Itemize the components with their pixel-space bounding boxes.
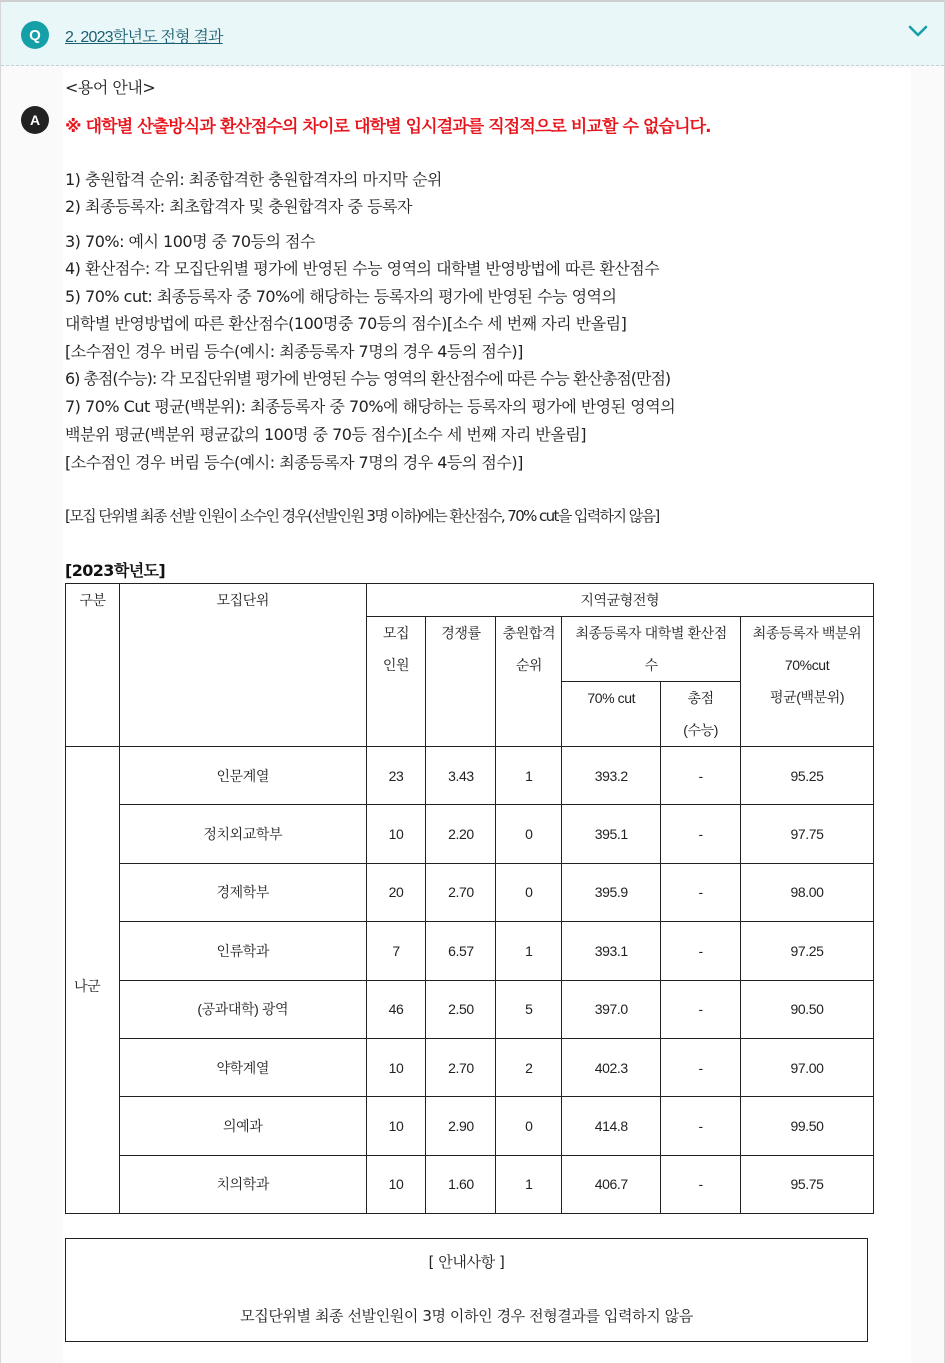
cut70-cell: 395.1 bbox=[562, 805, 661, 863]
definition-5: 5) 70% cut: 최종등록자 중 70%에 해당하는 등록자의 평가에 반영된 수능 영역의 bbox=[65, 287, 617, 306]
cut70-cell: 393.1 bbox=[562, 922, 661, 980]
table-row bbox=[66, 1038, 874, 1096]
total-cell: - bbox=[661, 1097, 741, 1155]
competition-cell: 2.90 bbox=[426, 1097, 496, 1155]
waitlist-cell: 0 bbox=[496, 805, 562, 863]
definition-2: 2) 최종등록자: 최초합격자 및 충원합격자 중 등록자 bbox=[65, 197, 412, 216]
table-row bbox=[66, 747, 874, 805]
percentile-cell: 95.25 bbox=[741, 747, 874, 805]
competition-cell: 2.50 bbox=[426, 980, 496, 1038]
definition-7: 7) 70% Cut 평균(백분위): 최종등록자 중 70%에 해당하는 등록자의 평가에 반영된 영역의 bbox=[65, 397, 676, 416]
header-quota: 모집 인원 bbox=[366, 617, 426, 747]
table-row bbox=[66, 1097, 874, 1155]
table-row bbox=[66, 1155, 874, 1213]
definition-3: 3) 70%: 예시 100명 중 70등의 점수 bbox=[65, 232, 315, 251]
unit-cell: 인류학과 bbox=[119, 922, 366, 980]
total-cell: - bbox=[661, 1155, 741, 1213]
competition-cell: 2.20 bbox=[426, 805, 496, 863]
header-converted-score: 최종등록자 대학별 환산점 수 bbox=[562, 617, 741, 682]
header-competition: 경쟁률 bbox=[426, 617, 496, 747]
quota-cell: 10 bbox=[366, 805, 426, 863]
percentile-cell: 90.50 bbox=[741, 980, 874, 1038]
unit-cell: 인문계열 bbox=[119, 747, 366, 805]
chevron-down-icon[interactable] bbox=[908, 24, 928, 38]
header-waitlist: 충원합격 순위 bbox=[496, 617, 562, 747]
quota-cell: 20 bbox=[366, 863, 426, 921]
cut70-cell: 397.0 bbox=[562, 980, 661, 1038]
table-row bbox=[66, 805, 874, 863]
waitlist-cell: 0 bbox=[496, 863, 562, 921]
waitlist-cell: 2 bbox=[496, 1038, 562, 1096]
percentile-cell: 95.75 bbox=[741, 1155, 874, 1213]
percentile-cell: 97.00 bbox=[741, 1038, 874, 1096]
notice-box bbox=[65, 1238, 868, 1342]
percentile-cell: 98.00 bbox=[741, 863, 874, 921]
total-cell: - bbox=[661, 1038, 741, 1096]
unit-cell: 약학계열 bbox=[119, 1038, 366, 1096]
competition-cell: 6.57 bbox=[426, 922, 496, 980]
total-cell: - bbox=[661, 747, 741, 805]
header-unit: 모집단위 bbox=[119, 584, 366, 747]
group-cell: 나군 bbox=[66, 747, 120, 1214]
unit-cell: (공과대학) 광역 bbox=[119, 980, 366, 1038]
waitlist-cell: 5 bbox=[496, 980, 562, 1038]
definition-1: 1) 충원합격 순위: 최종합격한 충원합격자의 마지막 순위 bbox=[65, 170, 442, 189]
definition-6: 6) 총점(수능): 각 모집단위별 평가에 반영된 수능 영역의 환산점수에 따른 수능 환산총점(만점) bbox=[65, 369, 671, 388]
quota-cell: 10 bbox=[366, 1038, 426, 1096]
table-row bbox=[66, 863, 874, 921]
total-cell: - bbox=[661, 980, 741, 1038]
header-cut70: 70% cut bbox=[562, 682, 661, 747]
faq-question-row[interactable] bbox=[1, 2, 944, 66]
answer-badge: A bbox=[21, 106, 49, 134]
cut70-cell: 393.2 bbox=[562, 747, 661, 805]
cut70-cell: 402.3 bbox=[562, 1038, 661, 1096]
notice-body: 모집단위별 최종 선발인원이 3명 이하인 경우 전형결과를 입력하지 않음 bbox=[240, 1307, 693, 1325]
results-table bbox=[65, 583, 874, 1214]
question-title-link[interactable]: 2. 2023학년도 전형 결과 bbox=[65, 29, 223, 46]
quota-cell: 10 bbox=[366, 1155, 426, 1213]
definition-5-note: [소수점인 경우 버림 등수(예시: 최종등록자 7명의 경우 4등의 점수)] bbox=[65, 342, 523, 361]
unit-cell: 의예과 bbox=[119, 1097, 366, 1155]
total-cell: - bbox=[661, 863, 741, 921]
warning-notice: ※ 대학별 산출방식과 환산점수의 차이로 대학별 입시결과를 직접적으로 비교할 수 없습니다. bbox=[65, 117, 711, 137]
total-cell: - bbox=[661, 805, 741, 863]
notice-title: [ 안내사항 ] bbox=[428, 1253, 505, 1271]
definition-7-cont: 백분위 평균(백분위 평균값의 100명 중 70등 점수)[소수 세 번째 자리 반올림] bbox=[65, 425, 587, 444]
competition-cell: 2.70 bbox=[426, 1038, 496, 1096]
table-row bbox=[66, 922, 874, 980]
table-row bbox=[66, 980, 874, 1038]
cut70-cell: 406.7 bbox=[562, 1155, 661, 1213]
header-total: 총점 (수능) bbox=[661, 682, 741, 747]
header-percentile: 최종등록자 백분위 70%cut 평균(백분위) bbox=[741, 617, 874, 747]
waitlist-cell: 1 bbox=[496, 1155, 562, 1213]
unit-cell: 치의학과 bbox=[119, 1155, 366, 1213]
waitlist-cell: 1 bbox=[496, 922, 562, 980]
unit-cell: 경제학부 bbox=[119, 863, 366, 921]
waitlist-cell: 1 bbox=[496, 747, 562, 805]
total-cell: - bbox=[661, 922, 741, 980]
cut70-cell: 414.8 bbox=[562, 1097, 661, 1155]
question-badge: Q bbox=[21, 21, 49, 49]
header-track: 지역균형전형 bbox=[366, 584, 873, 617]
terms-heading: <용어 안내> bbox=[65, 78, 156, 97]
year-heading: [2023학년도] bbox=[65, 561, 166, 580]
competition-cell: 3.43 bbox=[426, 747, 496, 805]
quota-cell: 23 bbox=[366, 747, 426, 805]
percentile-cell: 97.25 bbox=[741, 922, 874, 980]
competition-cell: 2.70 bbox=[426, 863, 496, 921]
quota-cell: 46 bbox=[366, 980, 426, 1038]
definition-4: 4) 환산점수: 각 모집단위별 평가에 반영된 수능 영역의 대학별 반영방법에 따른 환산점수 bbox=[65, 259, 660, 278]
percentile-cell: 99.50 bbox=[741, 1097, 874, 1155]
cut70-cell: 395.9 bbox=[562, 863, 661, 921]
quota-cell: 10 bbox=[366, 1097, 426, 1155]
quota-cell: 7 bbox=[366, 922, 426, 980]
small-count-note: [모집 단위별 최종 선발 인원이 소수인 경우(선발인원 3명 이하)에는 환산점수, 70% cut을 입력하지 않음] bbox=[65, 507, 659, 525]
competition-cell: 1.60 bbox=[426, 1155, 496, 1213]
percentile-cell: 97.75 bbox=[741, 805, 874, 863]
unit-cell: 정치외교학부 bbox=[119, 805, 366, 863]
definition-7-note: [소수점인 경우 버림 등수(예시: 최종등록자 7명의 경우 4등의 점수)] bbox=[65, 453, 523, 472]
header-category: 구분 bbox=[66, 584, 120, 747]
definition-5-cont: 대학별 반영방법에 따른 환산점수(100명중 70등의 점수)[소수 세 번째 자리 반올림] bbox=[65, 314, 627, 333]
waitlist-cell: 0 bbox=[496, 1097, 562, 1155]
